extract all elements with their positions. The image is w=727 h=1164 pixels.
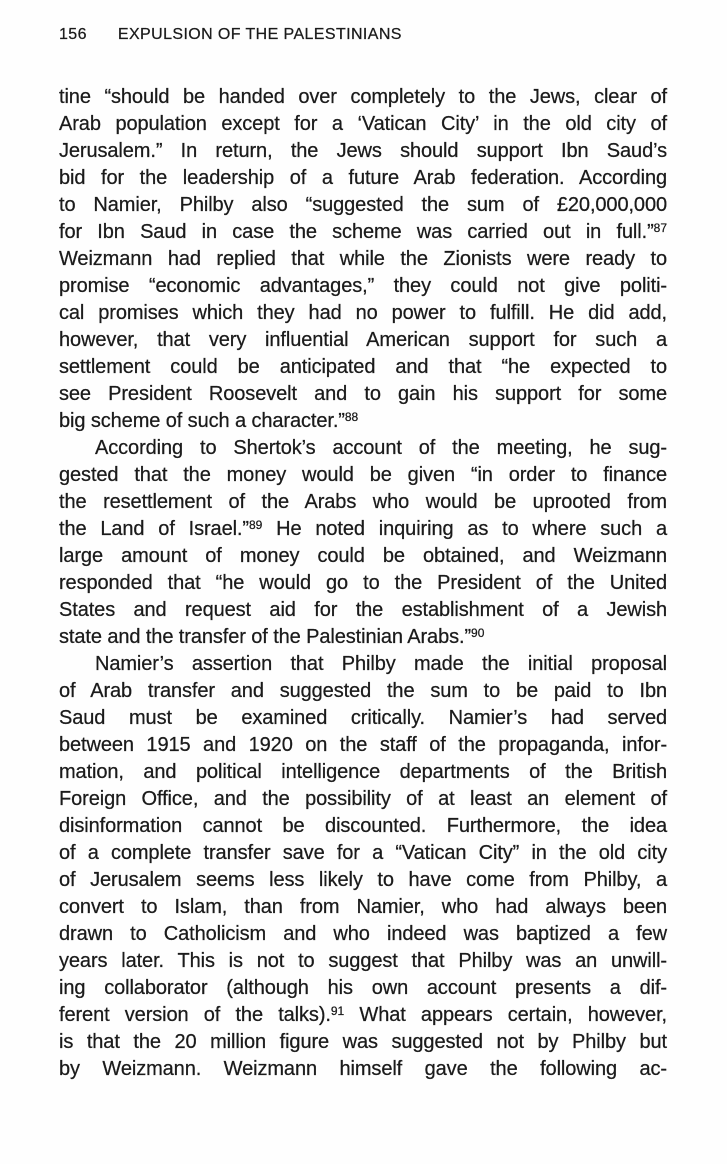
footnote-ref: 89 <box>248 518 263 532</box>
text-line: Weizmann had replied that while the Zionists were ready to <box>59 248 667 270</box>
text-line: big scheme of such a character.”$^{88}$ <box>59 410 359 432</box>
text-line: Arab population except for a ‘Vatican City’ in the old city of <box>59 113 667 135</box>
text-line: for Ibn Saud in case the scheme was carried out in full.”$^{87}$ <box>59 221 667 243</box>
text-line: by Weizmann. Weizmann himself gave the following ac- <box>59 1058 667 1080</box>
text-line: is that the 20 million figure was suggested not by Philby but <box>59 1031 667 1053</box>
text-line: According to Shertok’s account of the meeting, he sug- <box>95 437 667 459</box>
text-line: years later. This is not to suggest that Philby was an unwill- <box>59 950 667 972</box>
footnote-ref: 87 <box>653 221 667 235</box>
text-line: bid for the leadership of a future Arab federation. According <box>59 167 667 189</box>
text-block <box>59 84 667 1083</box>
text-line: cal promises which they had no power to fulfill. He did add, <box>59 302 667 324</box>
text-line: Saud must be examined critically. Namier’s had served <box>59 707 667 729</box>
text-line: gested that the money would be given “in order to finance <box>59 464 667 486</box>
text-line: tine “should be handed over completely to the Jews, clear of <box>59 86 667 108</box>
text-line: to Namier, Philby also “suggested the sum of £20,000,000 <box>59 194 667 216</box>
running-head: EXPULSION OF THE PALESTINIANS <box>117 26 402 43</box>
text-line: ing collaborator (although his own account presents a dif- <box>59 977 667 999</box>
text-line: Foreign Office, and the possibility of at least an element of <box>59 788 667 810</box>
text-line: ferent version of the talks).$^{91}$ What appears certain, however, <box>59 1004 667 1026</box>
text-line: convert to Islam, than from Namier, who had always been <box>59 896 667 918</box>
text-line: responded that “he would go to the President of the United <box>59 572 667 594</box>
text-line: drawn to Catholicism and who indeed was baptized a few <box>59 923 667 945</box>
footnote-ref: 88 <box>344 410 359 424</box>
text-line: of Jerusalem seems less likely to have come from Philby, a <box>59 869 667 891</box>
text-line: Jerusalem.” In return, the Jews should support Ibn Saud’s <box>59 140 667 162</box>
text-line: between 1915 and 1920 on the staff of the propaganda, infor- <box>59 734 667 756</box>
text-line: disinformation cannot be discounted. Furthermore, the idea <box>59 815 667 837</box>
text-line: of Arab transfer and suggested the sum to be paid to Ibn <box>59 680 667 702</box>
text-line: promise “economic advantages,” they could not give politi- <box>59 275 667 297</box>
text-line: see President Roosevelt and to gain his support for some <box>59 383 667 405</box>
text-line: the resettlement of the Arabs who would be uprooted from <box>59 491 667 513</box>
text-line: large amount of money could be obtained, and Weizmann <box>59 545 667 567</box>
text-line: of a complete transfer save for a “Vatican City” in the old city <box>59 842 667 864</box>
text-line: however, that very influential American support for such a <box>59 329 667 351</box>
text-line: States and request aid for the establishment of a Jewish <box>59 599 667 621</box>
text-line: settlement could be anticipated and that “he expected to <box>59 356 667 378</box>
text-line: Namier’s assertion that Philby made the initial proposal <box>95 653 667 675</box>
text-line: the Land of Israel.”$^{89}$ He noted inquiring as to where such a <box>59 518 667 540</box>
page-header <box>59 26 402 44</box>
page-number: 156 <box>59 26 87 43</box>
text-line: mation, and political intelligence departments of the British <box>59 761 667 783</box>
footnote-ref: 91 <box>330 1004 345 1018</box>
text-line: state and the transfer of the Palestinian Arabs.”$^{90}$ <box>59 626 485 648</box>
footnote-ref: 90 <box>471 626 485 640</box>
